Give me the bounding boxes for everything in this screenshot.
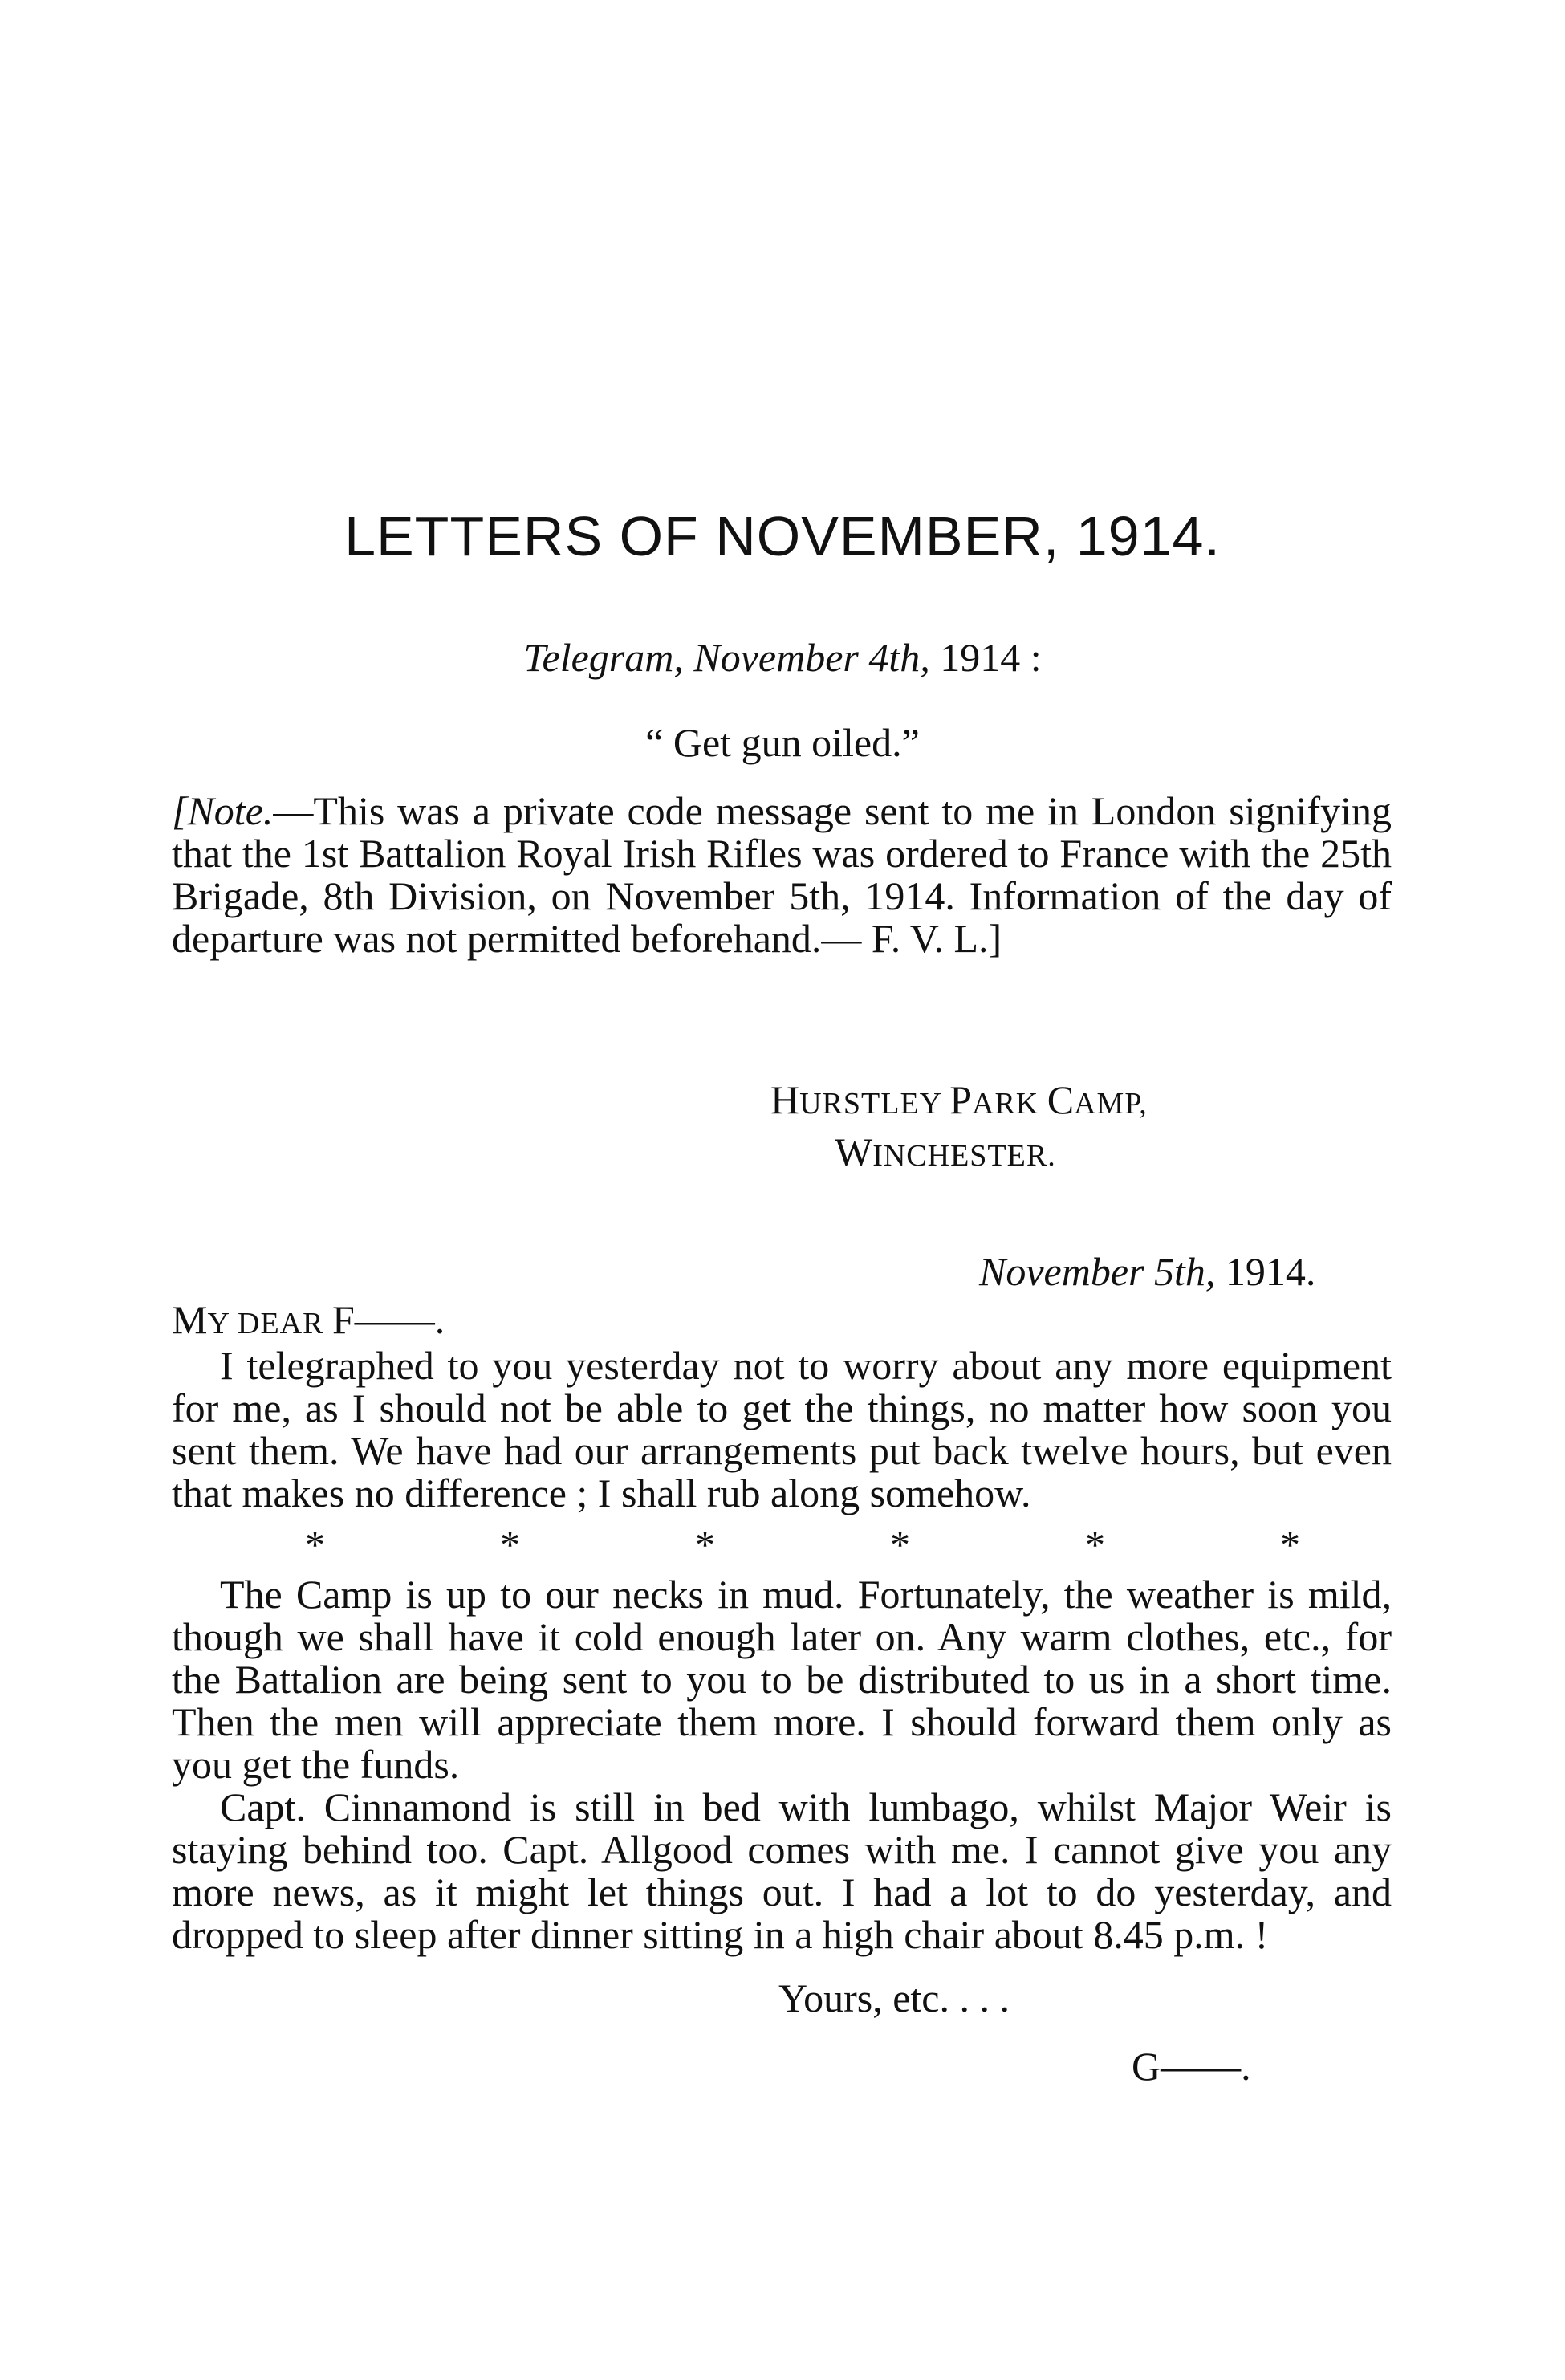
note-label: [Note. [172, 788, 274, 833]
address-text-ark: ARK [972, 1087, 1047, 1121]
telegram-heading-year: 1914 : [929, 635, 1042, 680]
asterisk: * [305, 1522, 325, 1567]
address-initial-h: H [770, 1077, 800, 1122]
address-line-1 [770, 1076, 1413, 1128]
asterisk: * [890, 1522, 910, 1567]
address-text-inchester: INCHESTER. [872, 1139, 1056, 1173]
address-initial-c: C [1047, 1077, 1075, 1122]
paragraph-1: I telegraphed to you yesterday not to worry about any more equipment for me, as I should not be able to get the things, no matter how soon you sent them. We have had our arrangements put back twelve hours, but even that makes no difference ; I shall rub along somehow. [172, 1343, 1392, 1515]
address-initial-p: P [949, 1077, 973, 1122]
asterisk: * [1280, 1522, 1300, 1567]
letter-address [770, 1076, 1413, 1180]
asterisk: * [695, 1522, 715, 1567]
letter-signature: G——. [1132, 2044, 1251, 2089]
salutation [172, 1296, 445, 1343]
salutation-text: Y DEAR [207, 1307, 332, 1341]
address-text-urstley: URSTLEY [799, 1087, 950, 1121]
paragraph-2: The Camp is up to our necks in mud. Fortunately, the weather is mild, though we shall have it cold enough later on. Any warm clothes, etc., for the Battalion are being sent to you to be distributed to us in a short time. Then the men will appreciate them more. I should forward them only as you get the funds. [172, 1572, 1392, 1787]
asterism-divider [305, 1521, 1300, 1568]
letter-closing: Yours, etc. . . . [778, 1975, 1010, 2020]
letter-date [979, 1248, 1315, 1295]
letter-date-year: 1914. [1215, 1249, 1316, 1294]
asterisk: * [500, 1522, 520, 1567]
asterisk: * [1085, 1522, 1105, 1567]
paragraph-3: Capt. Cinnamond is still in bed with lumbago, whilst Major Weir is staying behind too. Capt. Allgood comes with me. I cannot give you any more news, as it might let things out. I had a lot to do yesterday, and dropped to sleep after dinner sitting in a high chair about 8.45 p.m. ! [172, 1784, 1392, 1957]
address-text-amp: AMP, [1074, 1087, 1148, 1121]
page-title: LETTERS OF NOVEMBER, 1914. [344, 505, 1221, 568]
telegram-heading [0, 634, 1565, 681]
letter-date-italic: November 5th, [979, 1249, 1216, 1294]
editor-note [172, 790, 1392, 960]
address-initial-w: W [835, 1129, 873, 1174]
note-text: —This was a private code message sent to me in London signifying that the 1st Battalion Royal Irish Rifles was ordered to France with the 25th Brigade, 8th Division, on November 5th, 1914. Information of the day of departure was not permitted beforehand.— F. V. L.] [172, 788, 1392, 961]
telegram-heading-italic: Telegram, November 4th, [523, 635, 930, 680]
address-line-2 [770, 1128, 1413, 1180]
telegram-message: “ Get gun oiled.” [645, 720, 920, 765]
salutation-recipient: F——. [331, 1297, 445, 1342]
salutation-initial: M [172, 1297, 208, 1342]
